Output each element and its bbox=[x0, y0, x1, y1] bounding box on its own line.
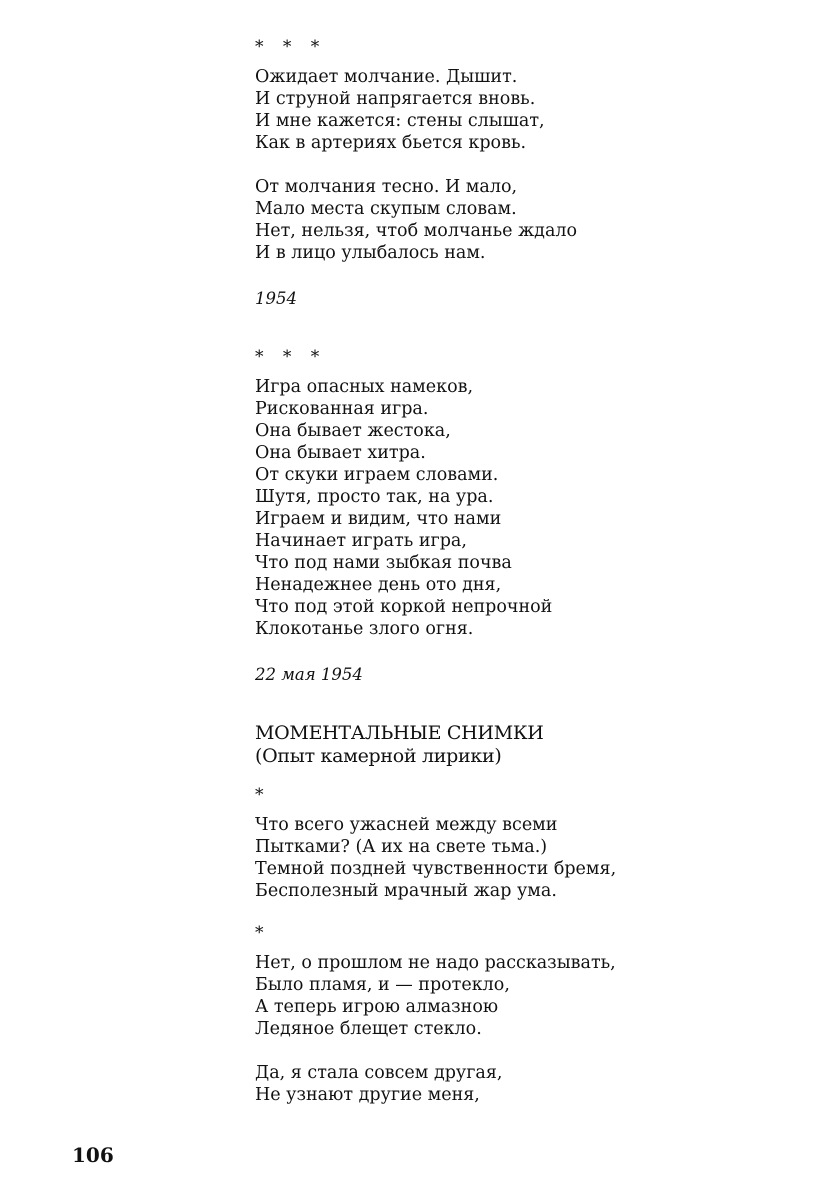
poem-1-stanza-1 bbox=[255, 66, 775, 154]
verse-line: Клокотанье злого огня. bbox=[255, 619, 474, 639]
cycle-title: МОМЕНТАЛЬНЫЕ СНИМКИ bbox=[255, 722, 544, 744]
verse-line: Не узнают другие меня, bbox=[255, 1085, 480, 1105]
verse-line: Пытками? (А их на свете тьма.) bbox=[255, 837, 548, 857]
verse-line: Темной поздней чувственности бремя, bbox=[255, 859, 617, 879]
part-2-stanza-2 bbox=[255, 1062, 775, 1106]
verse-line: Бесполезный мрачный жар ума. bbox=[255, 881, 557, 901]
verse-line: Ожидает молчание. Дышит. bbox=[255, 67, 518, 87]
part-2-stanza-1 bbox=[255, 952, 775, 1040]
cycle-part-1 bbox=[255, 784, 775, 902]
verse-line: Она бывает хитра. bbox=[255, 443, 426, 463]
verse-line: Нет, нельзя, чтоб молчанье ждало bbox=[255, 221, 578, 241]
poem-2 bbox=[255, 346, 775, 686]
text-column bbox=[255, 36, 775, 1106]
verse-line: Нет, о прошлом не надо рассказывать, bbox=[255, 953, 616, 973]
cycle-moment-snapshots bbox=[255, 722, 775, 1106]
verse-line: Что под этой коркой непрочной bbox=[255, 597, 553, 617]
poem-1 bbox=[255, 36, 775, 310]
verse-line: Играем и видим, что нами bbox=[255, 509, 502, 529]
cycle-part-2 bbox=[255, 922, 775, 1106]
verse-line: Что всего ужасней между всеми bbox=[255, 815, 558, 835]
verse-line: От молчания тесно. И мало, bbox=[255, 177, 518, 197]
verse-line: И струной напрягается вновь. bbox=[255, 89, 536, 109]
verse-line: Ледяное блещет стекло. bbox=[255, 1019, 482, 1039]
part-2-separator: * bbox=[255, 923, 264, 943]
verse-line: И мне кажется: стены слышат, bbox=[255, 111, 545, 131]
poem-1-stanza-2 bbox=[255, 176, 775, 264]
cycle-subtitle: (Опыт камерной лирики) bbox=[255, 745, 502, 767]
verse-line: Игра опасных намеков, bbox=[255, 377, 474, 397]
verse-line: От скуки играем словами. bbox=[255, 465, 499, 485]
poem-2-date: 22 мая 1954 bbox=[255, 665, 363, 684]
verse-line: Что под нами зыбкая почва bbox=[255, 553, 512, 573]
verse-line: Шутя, просто так, на ура. bbox=[255, 487, 494, 507]
verse-line: Было пламя, и — протекло, bbox=[255, 975, 510, 995]
part-1-stanza-1 bbox=[255, 814, 775, 902]
verse-line: Как в артериях бьется кровь. bbox=[255, 133, 527, 153]
verse-line: Начинает играть игра, bbox=[255, 531, 467, 551]
poem-2-separator: * * * bbox=[255, 347, 327, 367]
verse-line: Мало места скупым словам. bbox=[255, 199, 517, 219]
verse-line: И в лицо улыбалось нам. bbox=[255, 243, 486, 263]
verse-line: Рискованная игра. bbox=[255, 399, 429, 419]
page-number: 106 bbox=[72, 1143, 114, 1167]
verse-line: Ненадежнее день ото дня, bbox=[255, 575, 502, 595]
poem-1-date: 1954 bbox=[255, 289, 297, 308]
part-1-separator: * bbox=[255, 785, 264, 805]
poem-1-separator: * * * bbox=[255, 37, 327, 57]
poem-2-stanza-1 bbox=[255, 376, 775, 640]
verse-line: Да, я стала совсем другая, bbox=[255, 1063, 503, 1083]
verse-line: Она бывает жестока, bbox=[255, 421, 451, 441]
verse-line: А теперь игрою алмазною bbox=[255, 997, 499, 1017]
